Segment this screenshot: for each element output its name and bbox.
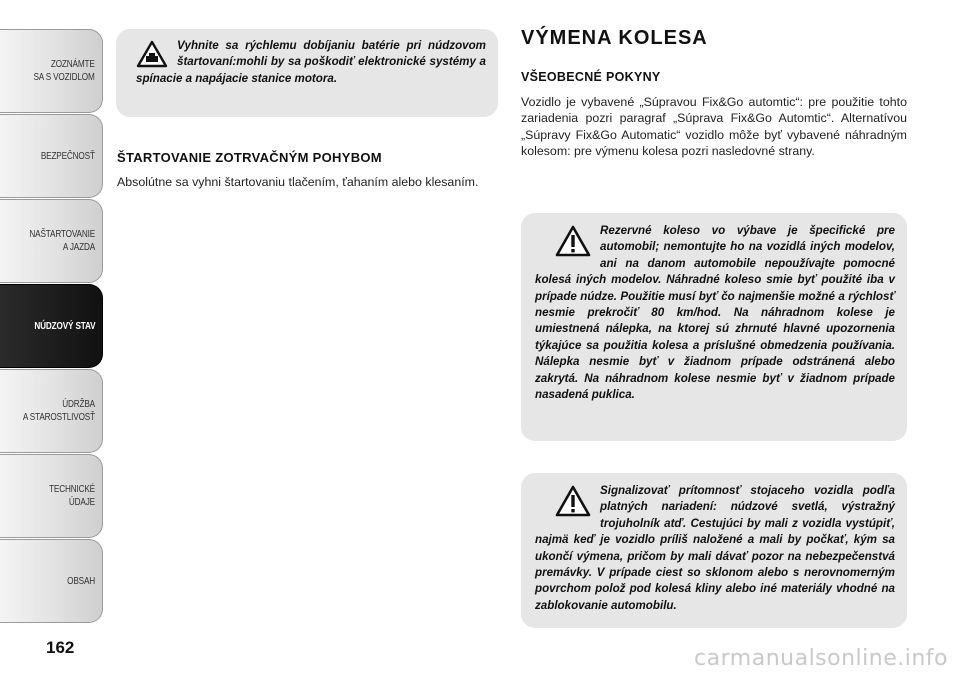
tab-label: NÚDZOVÝ STAV bbox=[33, 320, 95, 332]
warning-box-spare-wheel bbox=[521, 213, 907, 441]
warning-box-battery bbox=[116, 29, 498, 117]
tab-technicke-udaje[interactable] bbox=[0, 454, 103, 538]
tab-label: ZOZNÁMTE SA S VOZIDLOM bbox=[33, 59, 95, 83]
warning-text: Signalizovať prítomnosť stojaceho vozidla podľa platných nariadení: núdzové svetlá, výstražný trojuholník atď. Cestujúci by mali z vozidla vystúpiť, najmä keď je vozidlo príliš naložené a mali by počkať, kým sa ukončí výmena, pričom by mali dávať pozor na nebezpečenstvá premávky. V prípade ciest so sklonom alebo s nerovnomerným povrchom polož pod kolesá kliny alebo iné materiály vhodné na zablokovanie automobilu. bbox=[535, 484, 895, 612]
warning-text: Rezervné koleso vo výbave je špecifické pre automobil; nemontujte ho na vozidlá iných modelov, ani na danom automobile nepoužívajte pomocné kolesá iných modelov. Náhradné koleso smie byť použité iba v prípade núdze. Použitie musí byť čo najmenšie možné a rýchlosť nesmie prekročiť 80 km/hod. Na náhradnom kolese je umiestnená nálepka, na ktorej sú zhrnuté hlavné upozornenia týkajúce sa použitia kolesa a príslušné obmedzenia používania. Nálepka nesmie byť v žiadnom prípade odstránená alebo zakrytá. Na náhradnom kolese nesmie byť v žiadnom prípade nasadená puklica. bbox=[535, 224, 895, 402]
tab-udrzba[interactable] bbox=[0, 369, 103, 453]
tab-label: ÚDRŽBA A STAROSTLIVOSŤ bbox=[22, 399, 95, 423]
page-number: 162 bbox=[46, 638, 75, 657]
tab-label: TECHNICKÉ ÚDAJE bbox=[49, 484, 95, 508]
tab-zoznamte[interactable] bbox=[0, 29, 103, 113]
section-heading: ŠTARTOVANIE ZOTRVAČNÝM POHYBOM bbox=[117, 150, 382, 165]
warning-text: Vyhnite sa rýchlemu dobíjaniu batérie pri núdzovom štartovaní:mohli by sa poškodiť elektronické systémy a spínacie a napájacie stanice motora. bbox=[136, 39, 486, 85]
intro-text: Vozidlo je vybavené „Súpravou Fix&Go automtic“: pre použitie tohto zariadenia pozri paragraf „Súprava Fix&Go Automtic“. Alternatívou „Súpravy Fix&Go Automatic“ vozidlo môže byť vybavené náhradným kolesom: pre výmenu kolesa pozri nasledovné strany. bbox=[521, 95, 907, 158]
warning-engine-icon bbox=[136, 40, 168, 68]
watermark: carmanualsonline.info bbox=[694, 646, 948, 671]
tab-nudzovy-stav[interactable] bbox=[0, 284, 103, 368]
section-text: Absolútne sa vyhni štartovaniu tlačením, ťahaním alebo klesaním. bbox=[117, 175, 479, 189]
page-subtitle: VŠEOBECNÉ POKYNY bbox=[521, 70, 661, 84]
tab-label: NAŠTARTOVANIE A JAZDA bbox=[29, 229, 95, 253]
tab-nastartovanie[interactable] bbox=[0, 199, 103, 283]
tab-bezpecnost[interactable] bbox=[0, 114, 103, 198]
tab-label: OBSAH bbox=[67, 575, 95, 587]
warning-triangle-icon bbox=[555, 225, 591, 257]
tab-obsah[interactable] bbox=[0, 539, 103, 623]
warning-box-hazard bbox=[521, 473, 907, 628]
tab-label: BEZPEČNOSŤ bbox=[41, 150, 95, 162]
warning-triangle-icon bbox=[555, 485, 591, 517]
page-title: VÝMENA KOLESA bbox=[521, 27, 708, 49]
